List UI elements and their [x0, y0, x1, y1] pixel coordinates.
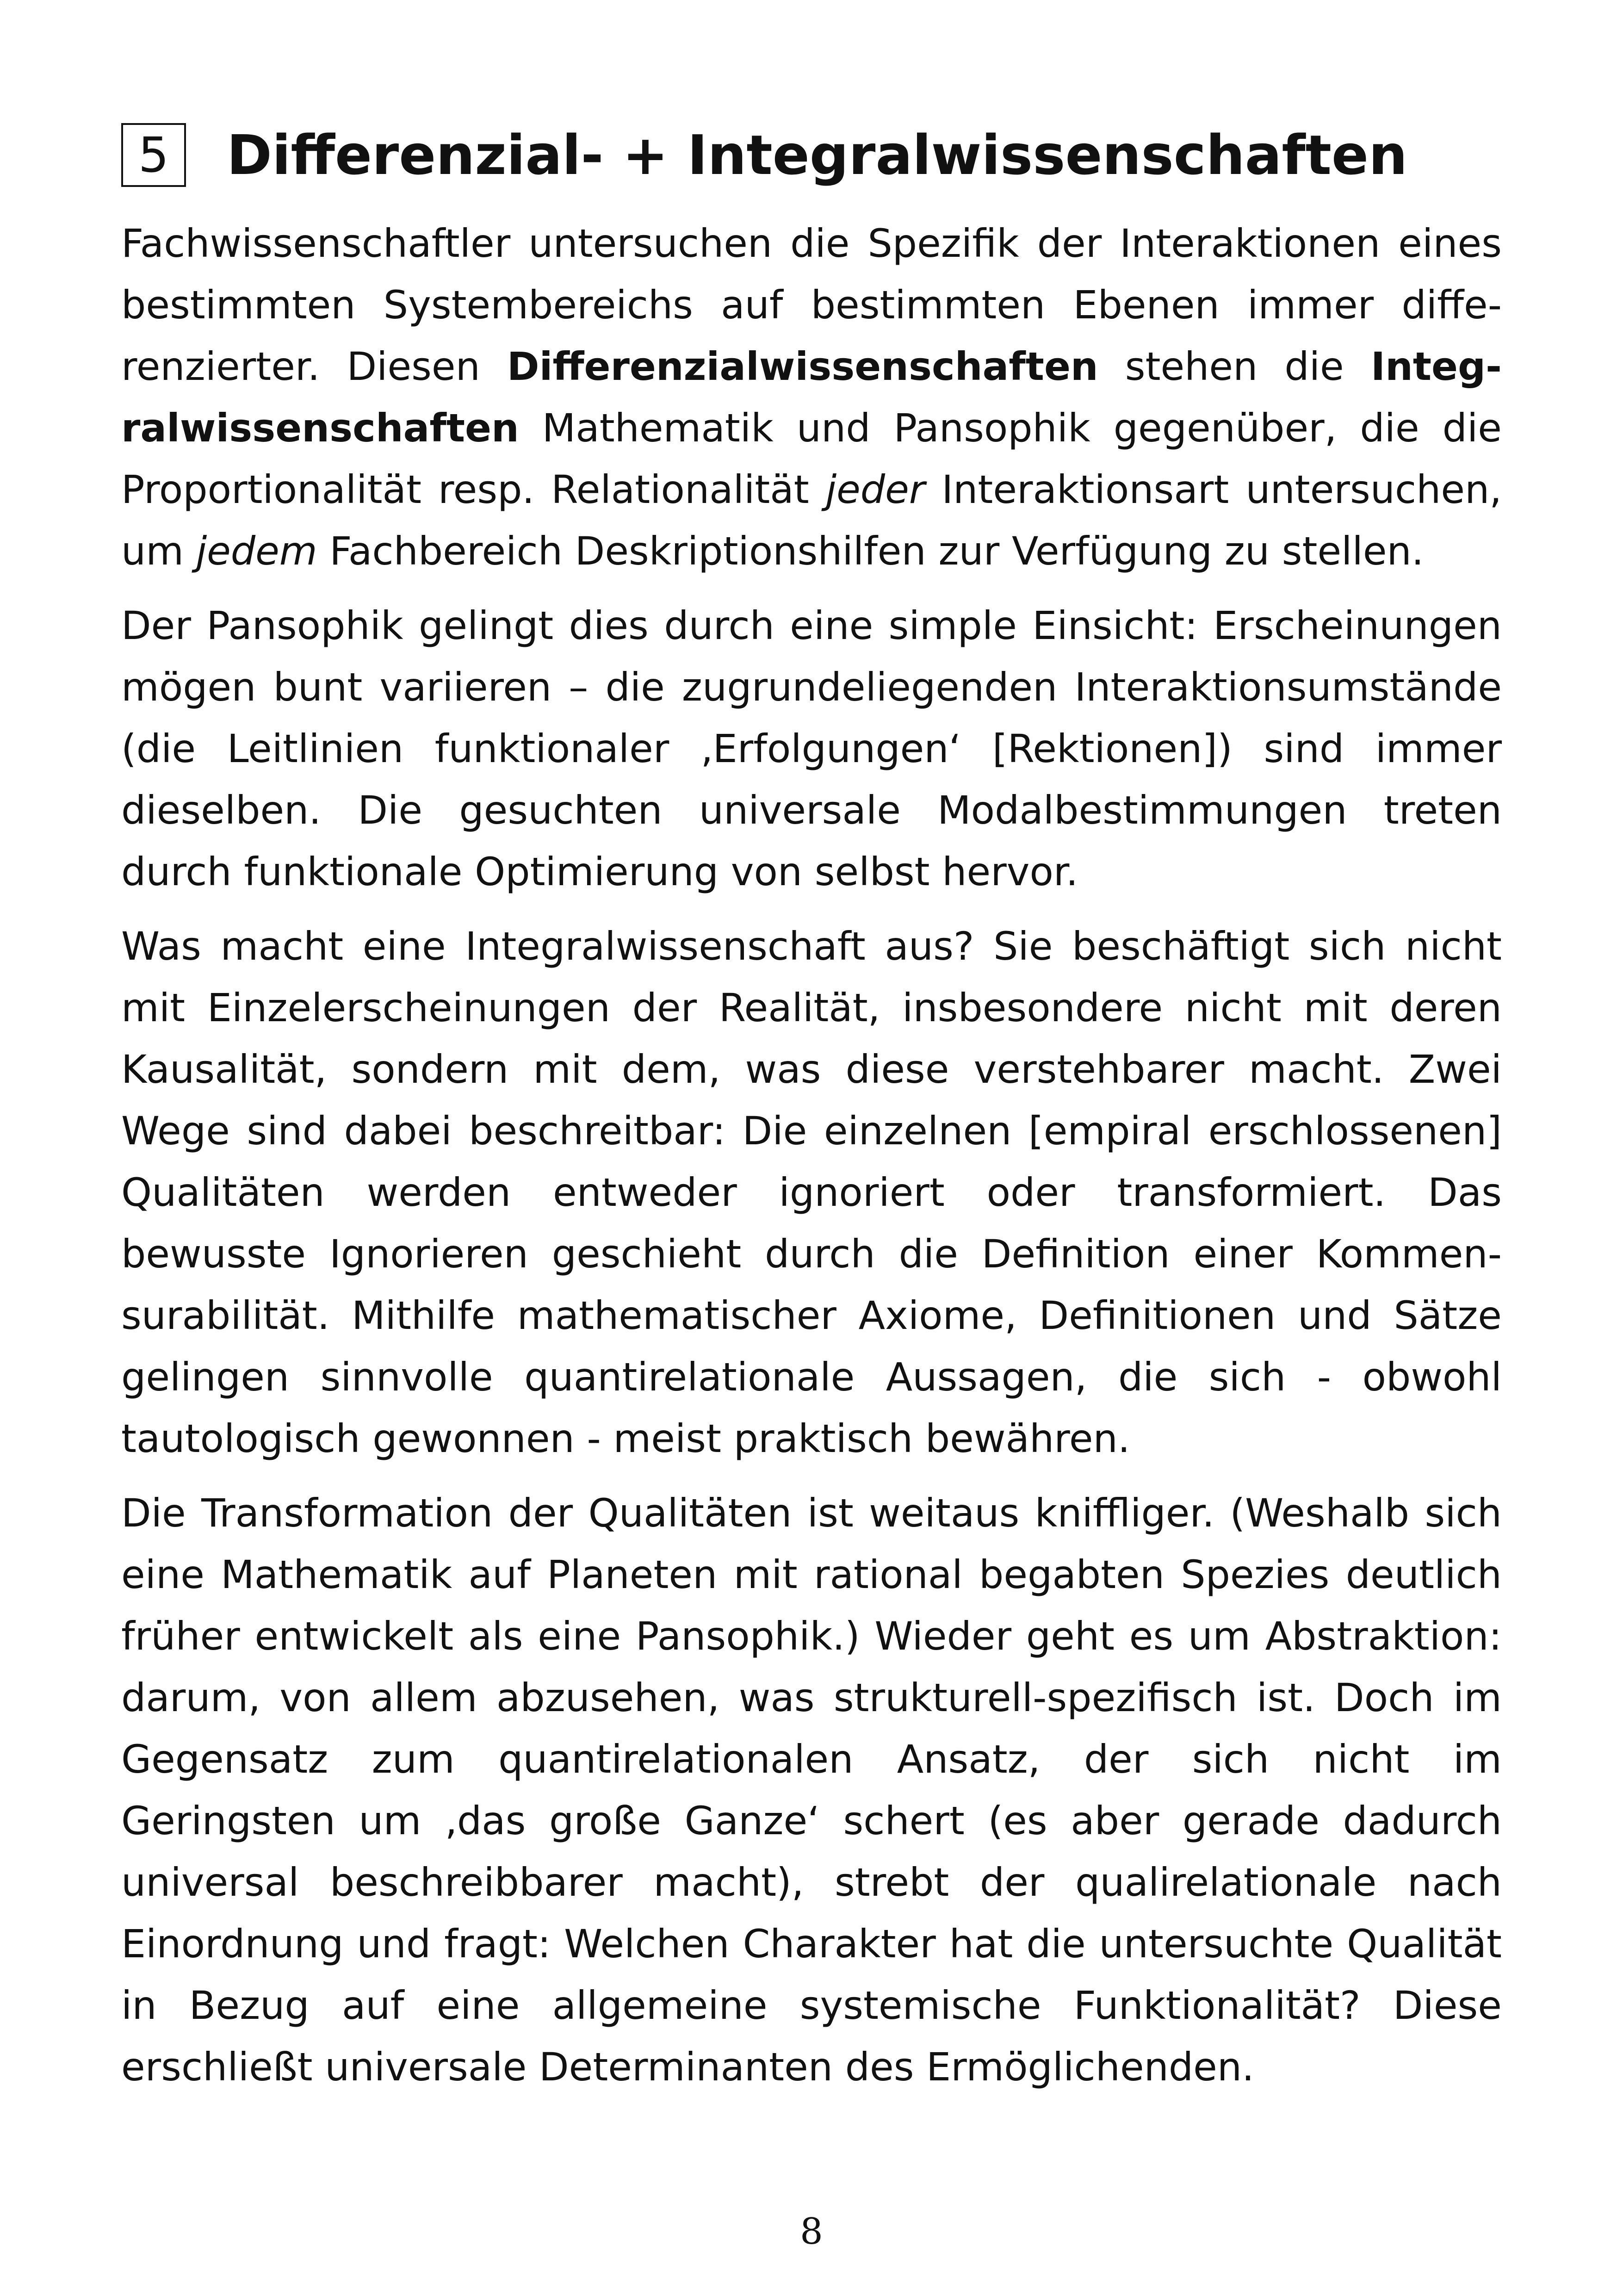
paragraph-1: [121, 213, 1502, 582]
chapter-title: Differenzial- + Integralwissenschaften: [227, 123, 1408, 187]
paragraph-4: Die Transformation der Qualitäten ist weitaus kniffliger. (Weshalb sich eine Mathematik auf Planeten mit rational begabten Spezies deutlich früher entwickelt als eine Pansophik.) Wieder geht es um Abstraktion: darum, von allem abzusehen, was strukturell-spezifisch ist. Doch im Gegensatz zum quantirelationalen Ansatz, der sich nicht im Geringsten um ‚das große Ganze‘ schert (es aber gerade dadurch universal beschreibbarer macht), strebt der qualirelationale nach Einordnung und fragt: Welchen Charakter hat die untersuchte Qualität in Bezug auf eine allgemeine systemische Funktionalität? Diese erschließt universale Determinanten des Ermöglichenden.: [121, 1490, 1502, 2090]
chapter-heading: [121, 116, 1502, 194]
paragraph-1-text-3: Mathematik und Pansophik gegenüber, die die Proportionalität resp. Relationalität: [121, 405, 1502, 512]
term-differenzialwissenschaften: Differenzialwissenschaften: [507, 344, 1098, 389]
paragraph-1-text-5: Fachbereich Deskriptionshilfen zur Verfügung zu stellen.: [317, 528, 1424, 574]
page-content: [121, 116, 1502, 2111]
paragraph-1-text-1: Fachwissenschaftler untersuchen die Spezifik der Interaktionen eines bestimmten Systembereichs auf bestimmten Ebenen immer differenzierter. Diesen: [121, 221, 1502, 389]
term-integralwissenschaften: Integralwissenschaften: [121, 344, 1502, 451]
chapter-number: 5: [138, 127, 169, 183]
chapter-number-box: [121, 123, 186, 187]
paragraph-1-text-4: Interaktionsart untersuchen, um: [121, 467, 1502, 574]
paragraph-1-text-2: stehen die: [1098, 344, 1371, 389]
paragraph-2: Der Pansophik gelingt dies durch eine simple Einsicht: Erscheinungen mögen bunt variieren – die zugrundeliegenden Interaktionsumstände (die Leitlinien funktionaler ‚Erfolgungen‘ [Rektionen]) sind immer dieselben. Die gesuchten universale Modalbestimmungen treten durch funktionale Optimierung von selbst hervor.: [121, 603, 1502, 894]
paragraph-3: Was macht eine Integralwissenschaft aus? Sie beschäftigt sich nicht mit Einzelerscheinungen der Realität, insbesondere nicht mit deren Kausalität, sondern mit dem, was diese verstehbarer macht. Zwei Wege sind dabei beschreitbar: Die einzelnen [empiral erschlossenen] Qualitäten werden entweder ignoriert oder transformiert. Das bewusste Ignorieren geschieht durch die Definition einer Kommensurabilität. Mithilfe mathematischer Axiome, Definitionen und Sätze gelingen sinnvolle quantirelationale Aussagen, die sich - obwohl tautologisch gewonnen - meist praktisch bewähren.: [121, 924, 1502, 1461]
emphasis-jedem: jedem: [196, 528, 317, 574]
page-number: 8: [800, 2211, 823, 2253]
emphasis-jeder: jeder: [825, 467, 925, 512]
